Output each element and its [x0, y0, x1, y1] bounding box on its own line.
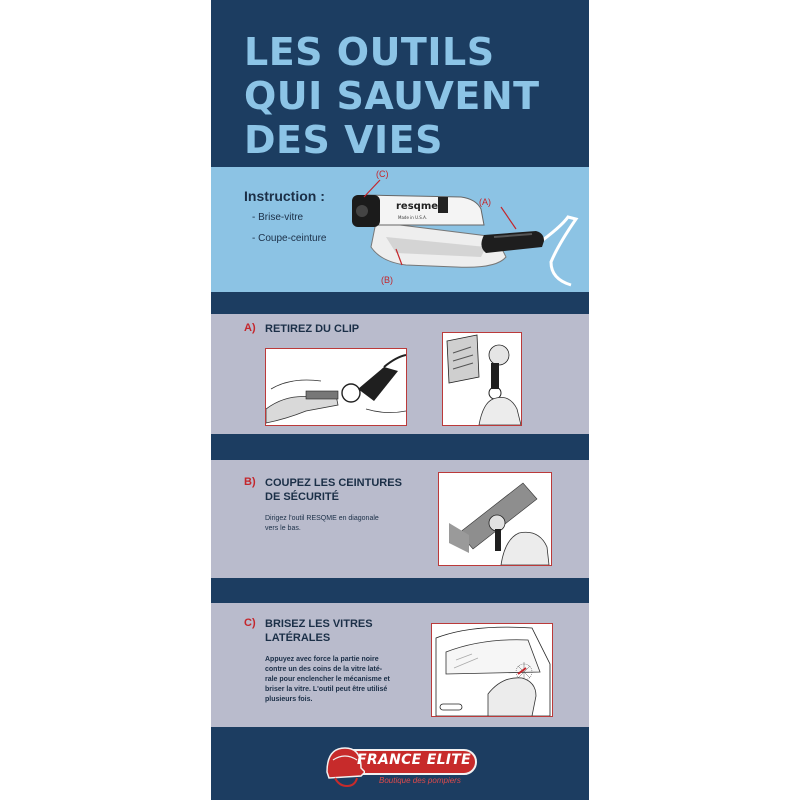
logo-subtitle: Boutique des pompiers — [379, 776, 461, 785]
section-b — [211, 460, 589, 578]
illustration-remove-clip-visor — [442, 332, 522, 426]
section-c-description-line-1: Appuyez avec force la partie noire — [265, 656, 379, 663]
section-b-label: B) — [244, 476, 256, 488]
logo-name: FRANCE ELITE — [357, 752, 472, 768]
instruction-band — [211, 167, 589, 292]
illustration-cut-seatbelt — [438, 472, 552, 566]
section-a-heading: RETIREZ DU CLIP — [265, 323, 360, 335]
section-c-heading-line-2: LATÉRALES — [265, 632, 331, 644]
section-c-description-line-5: plusieurs fois. — [265, 696, 313, 703]
title-line-2: QUI SAUVENT — [244, 74, 540, 118]
section-c-description-line-4: briser la vitre. L'outil peut être utilisé — [265, 686, 388, 693]
section-c-label: C) — [244, 617, 256, 629]
resqme-device-illustration — [346, 167, 586, 292]
callout-b: (B) — [381, 275, 393, 285]
section-b-heading-line-1: COUPEZ LES CEINTURES — [265, 477, 402, 489]
instruction-item-belt-cutter: - Coupe-ceinture — [252, 233, 327, 244]
illustration-remove-clip-keys — [265, 348, 407, 426]
section-c — [211, 603, 589, 727]
section-c-description-line-3: rale pour enclencher le mécanisme et — [265, 676, 390, 683]
section-b-description — [265, 514, 425, 534]
page-title — [244, 30, 540, 162]
callout-c: (C) — [376, 169, 389, 179]
section-a-label: A) — [244, 322, 256, 334]
device-brand-text: resqme — [396, 201, 439, 212]
title-line-1: LES OUTILS — [244, 30, 495, 74]
section-c-description-line-2: contre un des coins de la vitre laté- — [265, 666, 383, 673]
callout-a: (A) — [479, 197, 491, 207]
infographic-panel — [211, 0, 589, 800]
section-b-description-line-1: Dirigez l'outil RESQME en diagonale — [265, 515, 379, 522]
section-c-description — [265, 655, 425, 705]
section-b-heading-line-2: DE SÉCURITÉ — [265, 491, 339, 503]
section-c-heading — [265, 617, 373, 645]
illustration-break-window — [431, 623, 553, 717]
instruction-title: Instruction : — [244, 188, 325, 204]
section-a — [211, 314, 589, 434]
france-elite-logo — [321, 742, 483, 790]
section-b-heading — [265, 476, 402, 504]
section-c-heading-line-1: BRISEZ LES VITRES — [265, 618, 373, 630]
instruction-item-glass-breaker: - Brise-vitre — [252, 212, 304, 223]
device-made-text: Made in U.S.A. — [398, 215, 428, 220]
title-line-3: DES VIES — [244, 118, 443, 162]
section-b-description-line-2: vers le bas. — [265, 525, 301, 532]
